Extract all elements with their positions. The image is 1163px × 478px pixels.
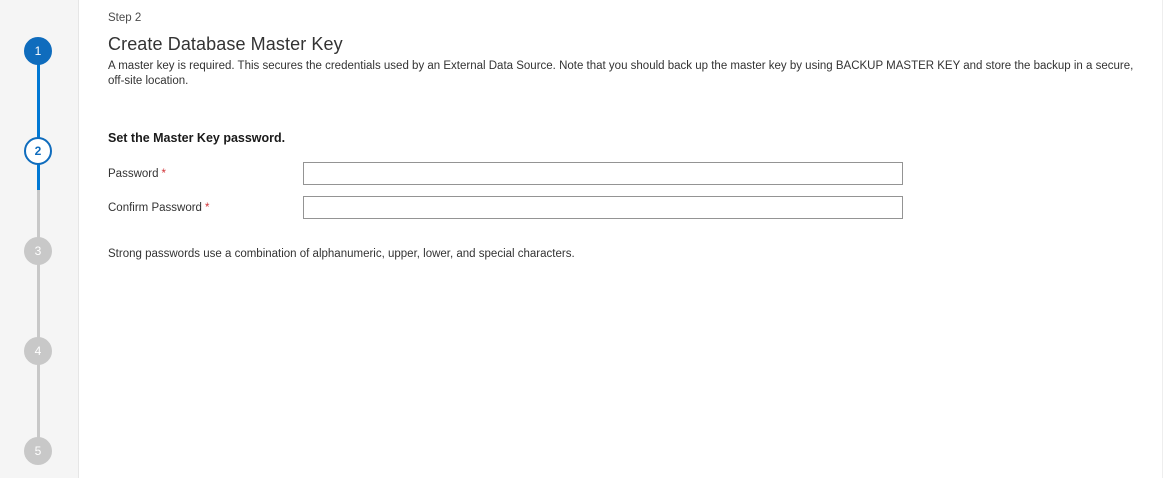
stepper-step-1[interactable]: 1 [24,37,52,65]
section-title: Set the Master Key password. [108,131,286,145]
password-label [108,168,303,180]
password-label-text: Password [108,167,159,180]
page-title: Create Database Master Key [108,34,343,54]
required-asterisk-icon: * [204,201,210,214]
password-strength-hint: Strong passwords use a combination of alphanumeric, upper, lower, and special characters. [108,248,575,260]
master-key-form [108,162,1147,219]
stepper-track-progress [37,50,40,190]
wizard-content [79,0,1163,478]
step-indicator-label: Step 2 [108,12,142,24]
stepper-step-4[interactable]: 4 [24,337,52,365]
confirm-password-label-text: Confirm Password [108,201,202,214]
required-asterisk-icon: * [161,167,166,180]
stepper-step-3[interactable]: 3 [24,237,52,265]
form-row-password [108,162,1147,185]
confirm-password-label [108,202,303,214]
form-row-confirm-password [108,196,1147,219]
confirm-password-input[interactable] [303,196,903,219]
stepper-step-5[interactable]: 5 [24,437,52,465]
wizard-stepper [0,0,79,478]
page-description: A master key is required. This secures the credentials used by an External Data Source. Note that you should back up the master key by using BACKUP MASTER KEY and store the backup in a secure, off-site location. [108,60,1134,87]
password-input[interactable] [303,162,903,185]
stepper-step-2[interactable]: 2 [24,137,52,165]
